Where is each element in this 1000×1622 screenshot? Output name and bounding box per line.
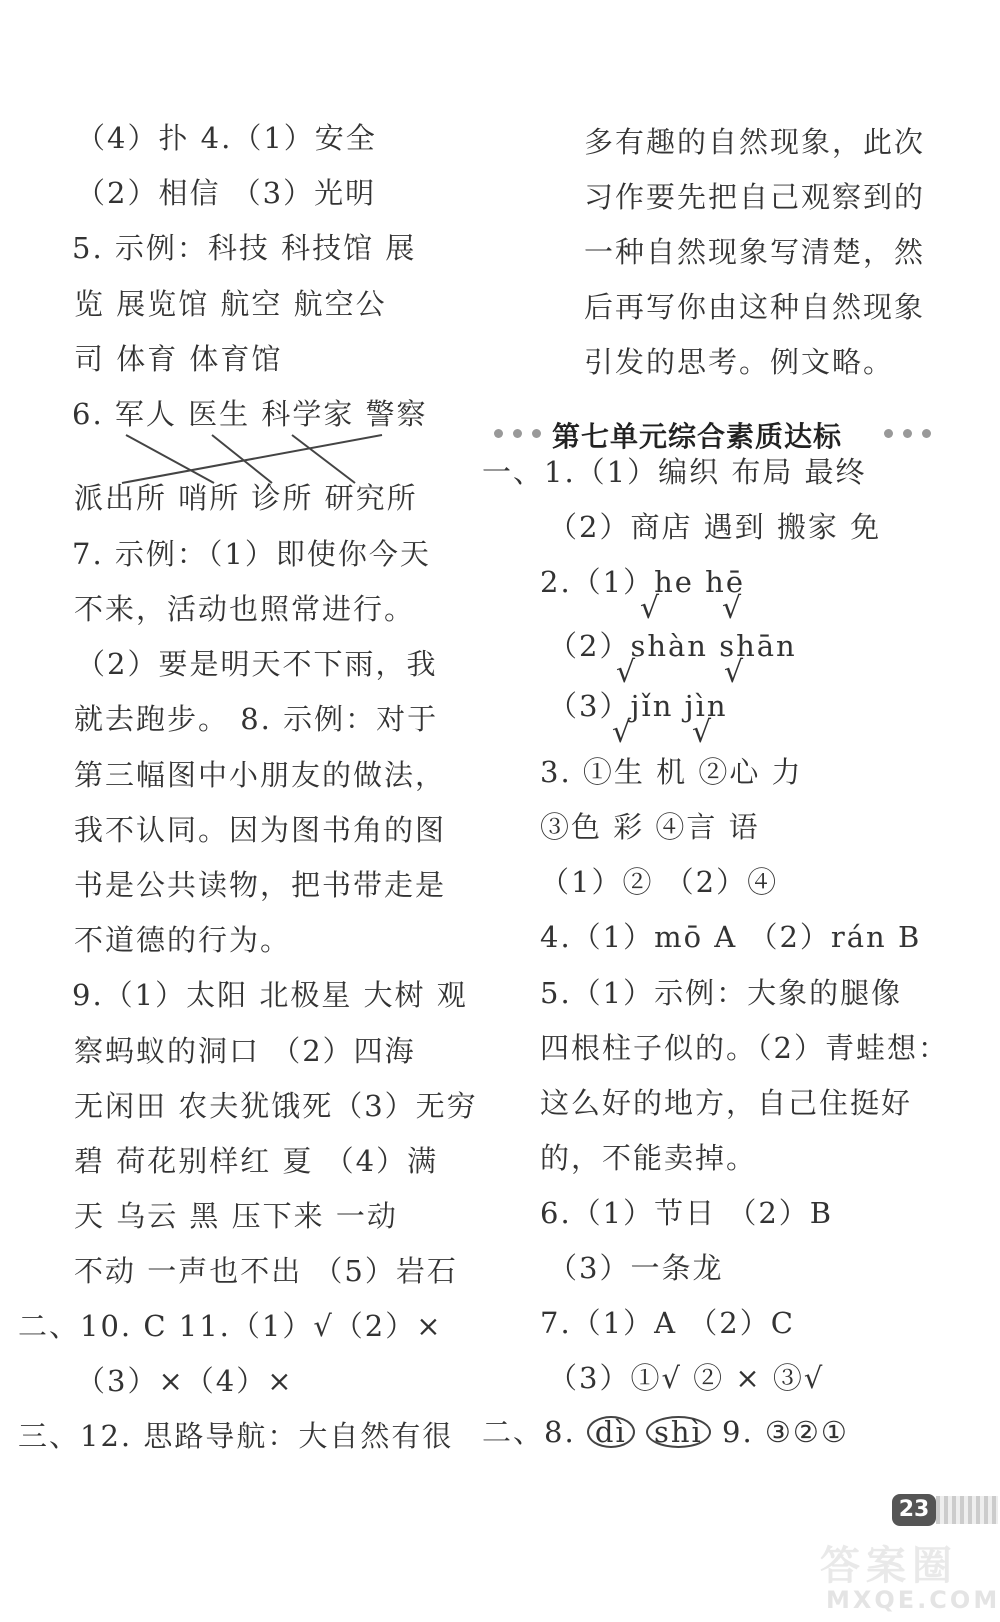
right-line-22: （3）①√ ② × ③√ xyxy=(548,1361,825,1395)
right-line-11: 3. ①生 机 ②心 力 xyxy=(540,755,803,789)
match-line-4 xyxy=(122,435,382,483)
left-line-21: 不动 一声也不出 （5）岩石 xyxy=(74,1254,458,1288)
check-mark-2-3b: √ xyxy=(692,715,712,750)
check-mark-2-1b: √ xyxy=(722,591,742,626)
right-line-8: 2.（1）he hē xyxy=(540,565,746,599)
left-line-10: （2）要是明天不下雨，我 xyxy=(76,647,438,681)
right-line-2: 习作要先把自己观察到的 xyxy=(584,180,926,214)
right-line-17: 这么好的地方，自己住挺好 xyxy=(540,1086,913,1120)
left-line-2: （2）相信 （3）光明 xyxy=(76,176,377,210)
left-line-8: 7. 示例：（1）即使你今天 xyxy=(72,537,431,571)
left-line-16: 9.（1）太阳 北极星 大树 观 xyxy=(72,978,468,1012)
left-line-19: 碧 荷花别样红 夏 （4）满 xyxy=(74,1144,439,1178)
left-line-7: 派出所 哨所 诊所 研究所 xyxy=(74,481,418,515)
left-line-23: （3）×（4）× xyxy=(76,1364,294,1398)
watermark-text: 答案圈 xyxy=(820,1543,958,1589)
match-line-1 xyxy=(126,435,214,483)
left-line-5: 司 体育 体育馆 xyxy=(74,342,283,376)
check-mark-2-2b: √ xyxy=(724,655,744,690)
dots-right-decoration xyxy=(884,429,941,438)
right-line-14: 4.（1）mō A （2）rán B xyxy=(540,920,922,954)
left-line-4: 览 展览馆 航空 航空公 xyxy=(74,287,387,321)
section-header xyxy=(494,413,974,453)
left-line-11: 就去跑步。 8. 示例：对于 xyxy=(74,702,439,736)
left-line-9: 不来，活动也照常进行。 xyxy=(74,592,416,626)
left-line-3: 5. 示例：科技 科技馆 展 xyxy=(72,231,417,265)
dots-left-decoration xyxy=(494,429,551,438)
right-line-21: 7.（1）A （2）C xyxy=(540,1306,795,1340)
right-line-16: 四根柱子似的。（2）青蛙想： xyxy=(540,1031,949,1065)
right-line-13: （1）② （2）④ xyxy=(540,865,779,899)
check-mark-2-1a: √ xyxy=(640,591,660,626)
q8-prefix: 二、8. xyxy=(482,1415,576,1449)
circled-pinyin-2: shì xyxy=(646,1416,711,1448)
page-number-stripe-decoration xyxy=(936,1496,998,1524)
left-line-12: 第三幅图中小朋友的做法， xyxy=(74,758,447,792)
left-line-6: 6. 军人 医生 科学家 警察 xyxy=(72,397,428,431)
right-line-3: 一种自然现象写清楚，然 xyxy=(584,235,926,269)
watermark-logo xyxy=(760,1534,1000,1620)
left-line-14: 书是公共读物，把书带走是 xyxy=(74,868,447,902)
left-line-15: 不道德的行为。 xyxy=(74,923,292,957)
left-line-20: 天 乌云 黑 压下来 一动 xyxy=(74,1199,398,1233)
left-line-1: （4）扑 4.（1）安全 xyxy=(76,121,377,155)
right-line-23 xyxy=(482,1416,849,1448)
watermark-url: MXQE.COM xyxy=(826,1586,1000,1614)
right-line-12: ③色 彩 ④言 语 xyxy=(540,810,760,844)
right-line-7: （2）商店 遇到 搬家 免 xyxy=(548,510,882,544)
left-line-22: 二、10. C 11.（1）√（2）× xyxy=(18,1309,443,1343)
circled-pinyin-1: dì xyxy=(587,1416,635,1448)
right-line-15: 5.（1）示例：大象的腿像 xyxy=(540,976,903,1010)
right-line-20: （3）一条龙 xyxy=(548,1251,724,1285)
right-line-1: 多有趣的自然现象，此次 xyxy=(584,125,926,159)
right-line-19: 6.（1）节日 （2）B xyxy=(540,1196,834,1230)
left-line-18: 无闲田 农夫犹饿死（3）无穷 xyxy=(74,1089,478,1123)
right-line-4: 后再写你由这种自然现象 xyxy=(584,290,926,324)
check-mark-2-2a: √ xyxy=(616,655,636,690)
left-line-24: 三、12. 思路导航：大自然有很 xyxy=(18,1419,454,1453)
check-mark-2-3a: √ xyxy=(612,715,632,750)
right-line-6: 一、1.（1）编织 布局 最终 xyxy=(482,455,867,489)
right-line-5: 引发的思考。例文略。 xyxy=(584,345,895,379)
match-line-2 xyxy=(212,435,272,483)
page-number: 23 xyxy=(892,1494,936,1526)
left-line-17: 察蚂蚁的洞口 （2）四海 xyxy=(74,1034,416,1068)
q9-answer: 9. ③②① xyxy=(722,1415,849,1449)
left-line-13: 我不认同。因为图书角的图 xyxy=(74,813,447,847)
section-title: 第七单元综合素质达标 xyxy=(552,420,843,453)
right-line-18: 的，不能卖掉。 xyxy=(540,1141,758,1175)
right-line-10: （3）jǐn jìn xyxy=(548,689,728,723)
right-line-9: （2）shàn shān xyxy=(548,629,797,663)
